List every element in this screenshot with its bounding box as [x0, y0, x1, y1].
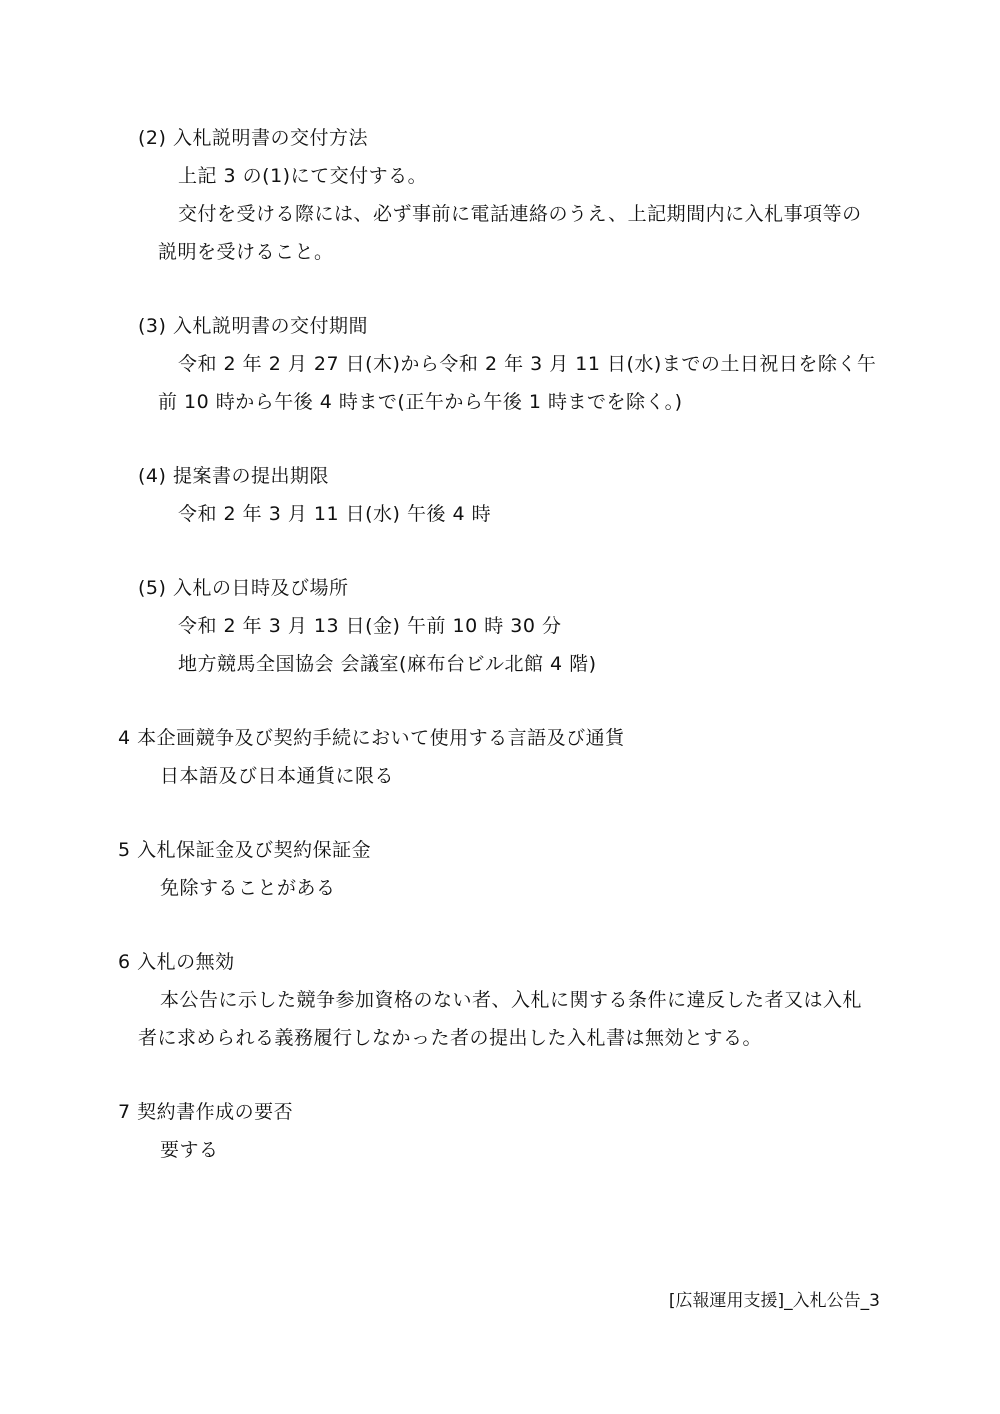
item-3-heading: (3) 入札説明書の交付期間 [138, 315, 368, 337]
section-5-text-1: 免除することがある [160, 877, 336, 899]
item-5-heading: (5) 入札の日時及び場所 [138, 577, 349, 599]
page-footer: [広報運用支援]_入札公告_3 [668, 1291, 880, 1311]
item-2-heading: (2) 入札説明書の交付方法 [138, 127, 368, 149]
item-3-text-2: 前 10 時から午後 4 時まで(正午から午後 1 時までを除く。) [158, 391, 683, 413]
item-4-text-1: 令和 2 年 3 月 11 日(水) 午後 4 時 [178, 503, 492, 525]
section-6-text-1: 本公告に示した競争参加資格のない者、入札に関する条件に違反した者又は入札 [160, 989, 863, 1011]
section-6-text-2: 者に求められる義務履行しなかった者の提出した入札書は無効とする。 [138, 1027, 763, 1049]
item-5-text-1: 令和 2 年 3 月 13 日(金) 午前 10 時 30 分 [178, 615, 562, 637]
item-5-text-2: 地方競馬全国協会 会議室(麻布台ビル北館 4 階) [178, 653, 597, 675]
section-4-heading: 4 本企画競争及び契約手続において使用する言語及び通貨 [118, 727, 625, 749]
item-3-text-1: 令和 2 年 2 月 27 日(木)から令和 2 年 3 月 11 日(水)までの土日祝日を除く午 [178, 353, 877, 375]
section-7-heading: 7 契約書作成の要否 [118, 1101, 294, 1123]
section-6-heading: 6 入札の無効 [118, 951, 235, 973]
item-2-text-1: 上記 3 の(1)にて交付する。 [178, 165, 428, 187]
item-2-text-2: 交付を受ける際には、必ず事前に電話連絡のうえ、上記期間内に入札事項等の [178, 203, 862, 225]
section-4-text-1: 日本語及び日本通貨に限る [160, 765, 395, 787]
section-7-text-1: 要する [160, 1139, 219, 1161]
item-4-heading: (4) 提案書の提出期限 [138, 465, 329, 487]
section-5-heading: 5 入札保証金及び契約保証金 [118, 839, 372, 861]
item-2-text-3: 説明を受けること。 [158, 241, 334, 263]
